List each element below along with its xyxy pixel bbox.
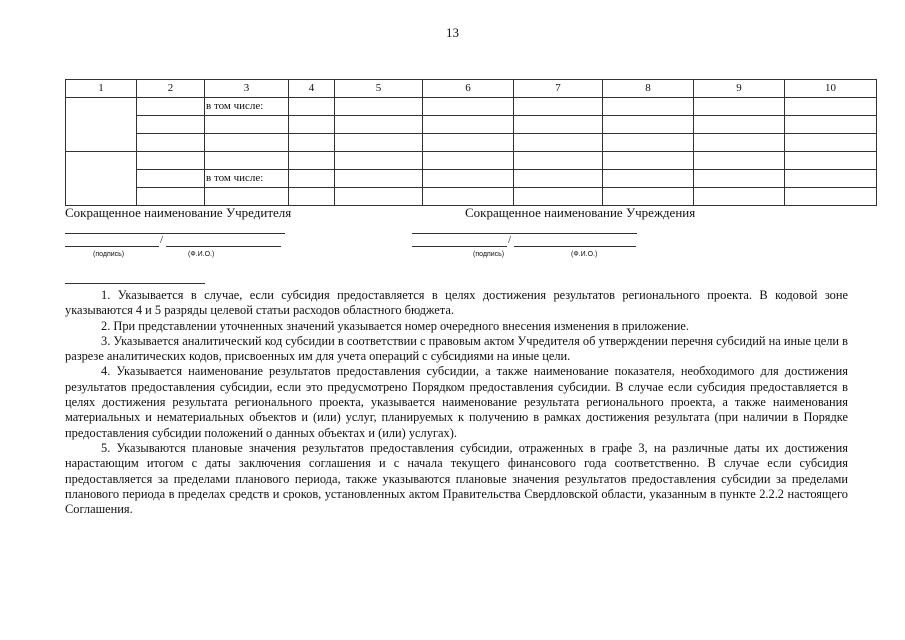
table-cell — [694, 116, 785, 134]
institution-title: Сокращенное наименование Учреждения — [465, 205, 696, 220]
footnote-1: 1. Указывается в случае, если субсидия предоставляется в целях достижения результатов регионального проекта. В кодовой зоне указываются 4 и 5 разряды целевой статьи расходов областного бюджета. — [65, 288, 848, 318]
footnote-3: 3. Указывается аналитический код субсидии в соответствии с правовым актом Учредителя об утверждении перечня субсидий на иные цели в разрезе аналитических кодов, присвоенных им для учета операций с субсидиями на иные цели. — [65, 333, 848, 364]
column-header: 1 — [66, 80, 137, 98]
table-cell — [514, 188, 603, 206]
table-cell — [289, 98, 335, 116]
table-row — [66, 134, 877, 152]
table-cell — [137, 98, 205, 116]
signature-section — [65, 205, 876, 265]
table-cell — [335, 152, 423, 170]
table-cell — [289, 116, 335, 134]
table-cell — [603, 116, 694, 134]
separator-slash: / — [508, 234, 512, 246]
table-cell — [205, 134, 289, 152]
founder-fio-line — [166, 246, 281, 247]
signature-caption: (подпись) — [473, 251, 505, 258]
table-cell — [423, 134, 514, 152]
table-cell — [603, 188, 694, 206]
table-cell — [335, 134, 423, 152]
table-cell — [423, 188, 514, 206]
table-row — [66, 188, 877, 206]
sub-label-cell: в том числе: — [205, 98, 289, 116]
founder-signature-block — [65, 205, 395, 258]
table-cell — [694, 134, 785, 152]
table-cell — [205, 188, 289, 206]
institution-signature-line — [412, 246, 507, 247]
table-cell — [785, 98, 877, 116]
table-cell — [514, 134, 603, 152]
table-cell — [514, 98, 603, 116]
footnotes — [65, 288, 848, 517]
table-cell — [603, 170, 694, 188]
table-cell — [514, 170, 603, 188]
institution-signature-block — [465, 205, 795, 258]
table-cell — [694, 188, 785, 206]
table-cell — [205, 116, 289, 134]
table-cell — [785, 116, 877, 134]
table-row — [66, 98, 877, 116]
table-cell — [137, 116, 205, 134]
column-header: 2 — [137, 80, 205, 98]
table-row — [66, 152, 877, 170]
table-cell — [694, 152, 785, 170]
table-cell — [785, 152, 877, 170]
table-header-row — [66, 80, 877, 98]
institution-fio-line — [514, 246, 636, 247]
footnote-2: 2. При представлении уточненных значений указывается номер очередного внесения изменения в приложение. — [101, 318, 689, 333]
table-cell — [137, 188, 205, 206]
table-row — [66, 170, 877, 188]
sub-label-cell: в том числе: — [205, 170, 289, 188]
results-table — [65, 79, 877, 206]
table-cell — [603, 152, 694, 170]
footnote-4: 4. Указывается наименование результатов предоставления субсидии, а также наименование показателя, необходимого для достижения результатов предоставления субсидии, если это предусмотрено Порядком предоставления субсидии. В случае если субсидия предоставляется в целях достижения результата регионального проекта, указывается наименование результата регионального проекта, а также наименования материальных и нематериальных объектов и (или) услуг, планируемых к получению в рамках достижения результата (при наличии в Порядке предоставления субсидии положений о данных объектах и (или) услугах). — [65, 364, 848, 440]
table-cell — [335, 188, 423, 206]
footnote-separator — [65, 283, 205, 284]
table-cell — [335, 98, 423, 116]
column-header: 5 — [335, 80, 423, 98]
fio-caption: (Ф.И.О.) — [188, 251, 215, 258]
column-header: 7 — [514, 80, 603, 98]
page-number: 13 — [446, 25, 459, 40]
fio-caption: (Ф.И.О.) — [571, 251, 598, 258]
table-cell — [289, 170, 335, 188]
table-cell — [423, 116, 514, 134]
column-header: 10 — [785, 80, 877, 98]
table-cell — [423, 98, 514, 116]
table-cell — [785, 170, 877, 188]
column-header: 4 — [289, 80, 335, 98]
separator-slash: / — [160, 234, 164, 246]
institution-name-line — [412, 233, 637, 234]
table-cell — [694, 98, 785, 116]
signature-caption: (подпись) — [93, 251, 125, 258]
column-header: 3 — [205, 80, 289, 98]
founder-signature-line — [65, 246, 159, 247]
table-cell — [694, 170, 785, 188]
founder-name-line — [65, 233, 285, 234]
table-cell — [137, 134, 205, 152]
table-row — [66, 116, 877, 134]
table-cell — [603, 134, 694, 152]
table-cell — [66, 152, 137, 206]
table-cell — [785, 188, 877, 206]
table-cell — [514, 116, 603, 134]
founder-title: Сокращенное наименование Учредителя — [65, 205, 292, 220]
footnote-5: 5. Указываются плановые значения результатов предоставления субсидии, отраженных в графе 3, на различные даты их достижения нарастающим итогом с даты заключения соглашения и с начала текущего финансового года соответственно. В случае если субсидия предоставляется за пределами планового периода, также указываются плановые значения результатов предоставления субсидии за пределами планового периода в пределах средств и сроков, установленных актом Правительства Свердловской области, указанным в пункте 2.2.2 настоящего Соглашения. — [65, 440, 848, 517]
table-cell — [603, 98, 694, 116]
table-cell — [335, 116, 423, 134]
table-cell — [423, 152, 514, 170]
table-cell — [514, 152, 603, 170]
table-cell — [205, 152, 289, 170]
table-cell — [66, 98, 137, 152]
table-cell — [289, 188, 335, 206]
table-cell — [335, 170, 423, 188]
table-cell — [289, 152, 335, 170]
column-header: 8 — [603, 80, 694, 98]
column-header: 6 — [423, 80, 514, 98]
table-cell — [423, 170, 514, 188]
table-cell — [785, 134, 877, 152]
table-cell — [137, 170, 205, 188]
table-cell — [289, 134, 335, 152]
table-cell — [137, 152, 205, 170]
column-header: 9 — [694, 80, 785, 98]
